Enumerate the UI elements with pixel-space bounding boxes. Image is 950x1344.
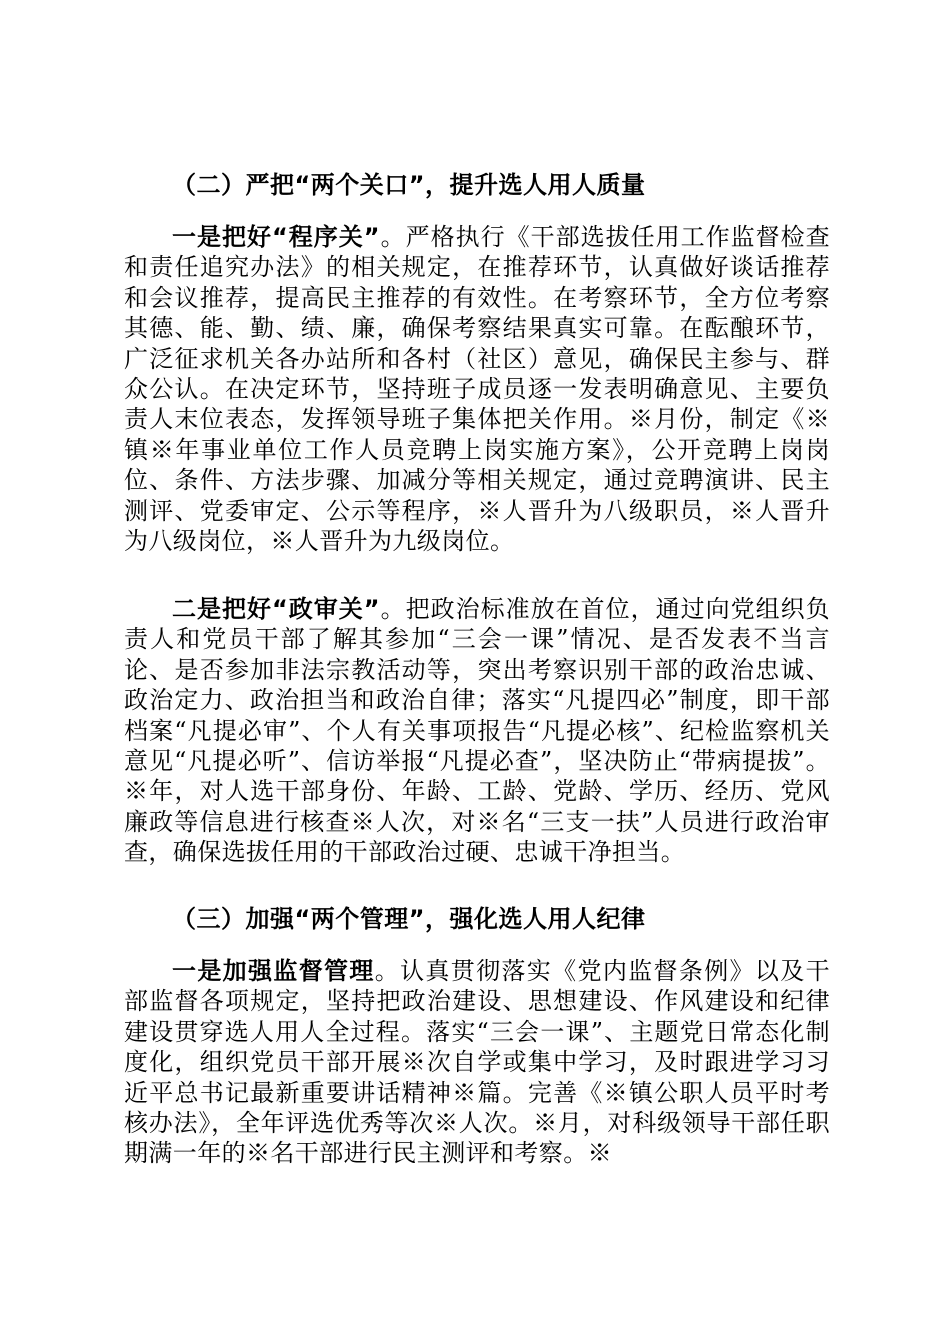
paragraph-body: 。严格执行《干部选拔任用工作监督检查和责任追究办法》的相关规定，在推荐环节，认真做好谈话推荐和会议推荐，提高民主推荐的有效性。在考察环节，全方位考察其德、能、勤、绩、廉，确保考察结果真实可靠。在酝酿环节，广泛征求机关各办站所和各村（社区）意见，确保民主参与、群众公认。在决定环节，坚持班子成员逐一发表明确意见、主要负责人末位表态，发挥领导班子集体把关作用。※月份，制定《※镇※年事业单位工作人员竞聘上岗实施方案》，公开竞聘上岗岗位、条件、方法步骤、加减分等相关规定，通过竞聘演讲、民主测评、党委审定、公示等程序，※人晋升为八级职员，※人晋升为八级岗位，※人晋升为九级岗位。 — [124, 223, 830, 556]
paragraph-lead: 一是把好“程序关” — [172, 223, 380, 251]
paragraph-procedure — [124, 222, 830, 556]
section-heading-3: （三）加强“两个管理”，强化选人用人纪律 — [172, 905, 646, 933]
paragraph-body: 。把政治标准放在首位，通过向党组织负责人和党员干部了解其参加“三会一课”情况、是否发表不当言论、是否参加非法宗教活动等，突出考察识别干部的政治忠诚、政治定力、政治担当和政治自律；落实“凡提四必”制度，即干部档案“凡提必审”、个人有关事项报告“凡提必核”、纪检监察机关意见“凡提必听”、信访举报“凡提必查”，坚决防止“带病提拔”。※年，对人选干部身份、年龄、工龄、党龄、学历、经历、党风廉政等信息进行核查※人次，对※名“三支一扶”人员进行政治审查，确保选拔任用的干部政治过硬、忠诚干净担当。 — [124, 595, 830, 867]
section-heading-2: （二）严把“两个关口”，提升选人用人质量 — [172, 171, 646, 199]
paragraph-supervision — [124, 956, 830, 1169]
paragraph-body: 。认真贯彻落实《党内监督条例》以及干部监督各项规定，坚持把政治建设、思想建设、作风建设和纪律建设贯穿选人用人全过程。落实“三会一课”、主题党日常态化制度化，组织党员干部开展※次自学或集中学习，及时跟进学习习近平总书记最新重要讲话精神※篇。完善《※镇公职人员平时考核办法》，全年评选优秀等次※人次。※月，对科级领导干部任职期满一年的※名干部进行民主测评和考察。※ — [124, 957, 830, 1168]
paragraph-lead: 一是加强监督管理 — [172, 957, 375, 985]
paragraph-political-review — [124, 594, 830, 868]
paragraph-lead: 二是把好“政审关” — [172, 595, 380, 623]
